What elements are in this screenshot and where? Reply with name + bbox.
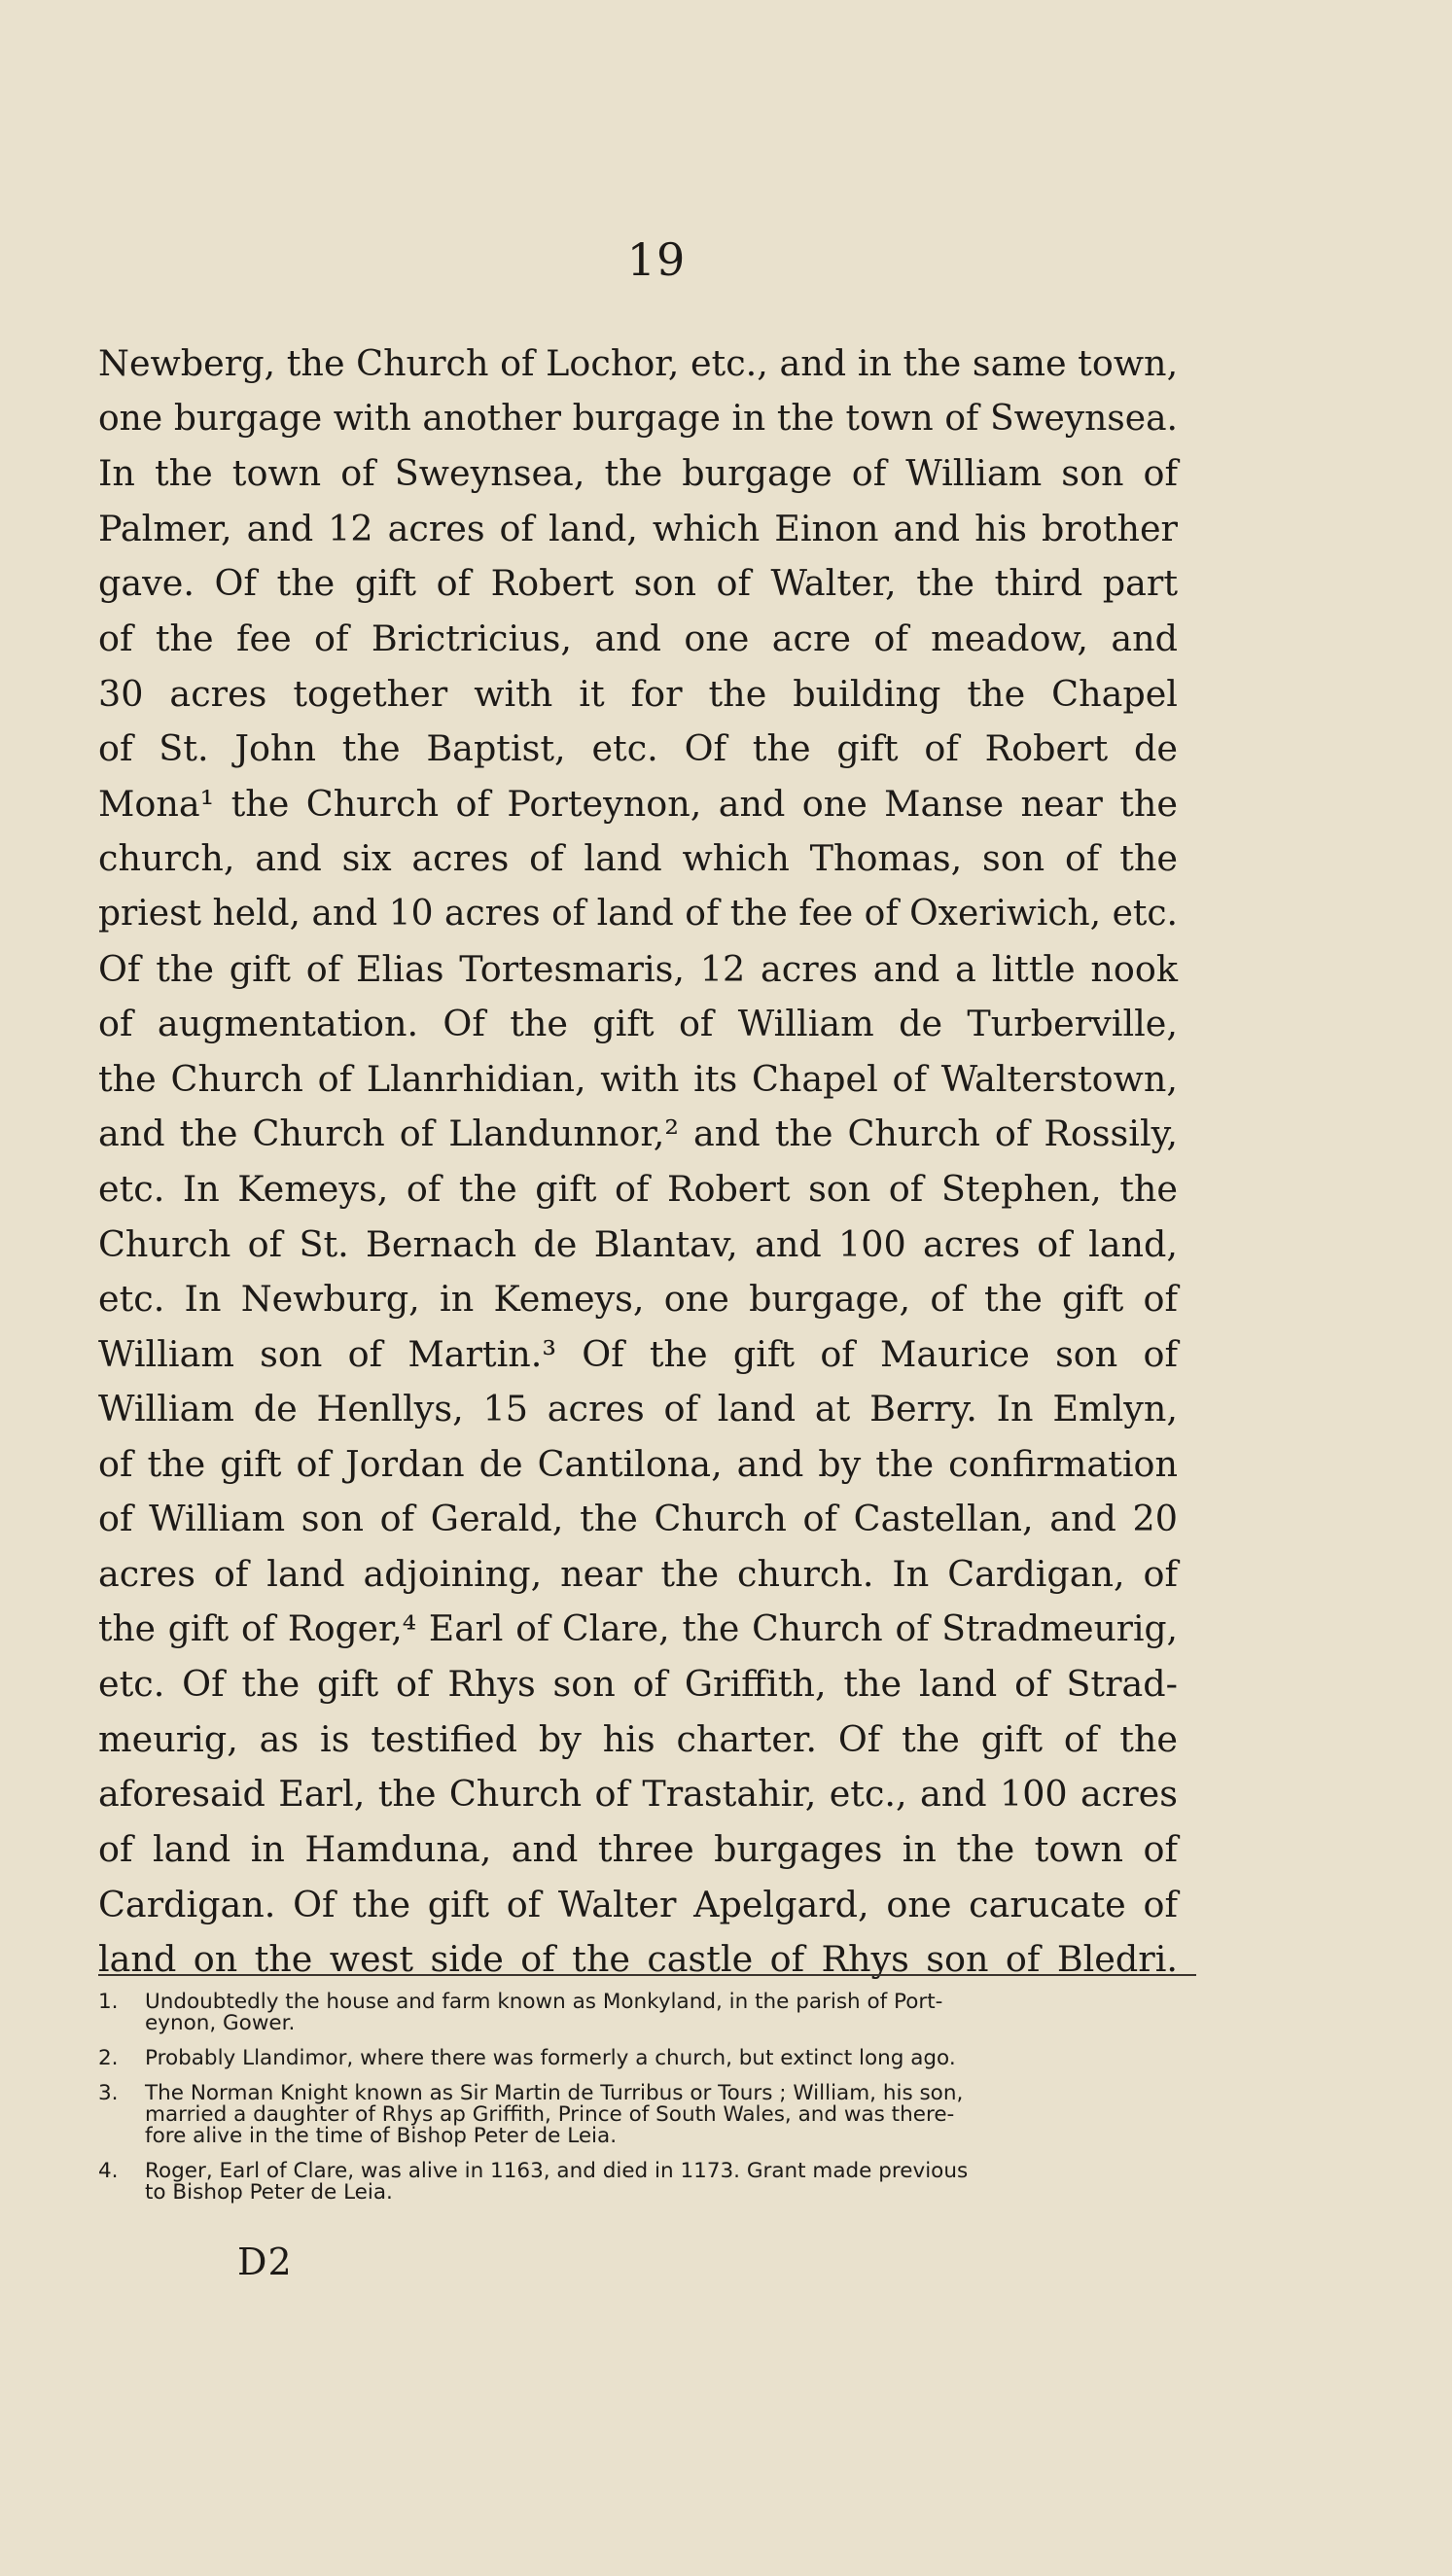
footnotes: [98, 1992, 1196, 2217]
text-line: etc. In Kemeys, of the gift of Robert son of Stephen, the: [98, 1167, 1178, 1210]
footnote-number: 3.: [98, 2081, 119, 2105]
text-line: and the Church of Llandunnor,² and the Church of Rossily,: [98, 1112, 1178, 1155]
text-line: In the town of Sweynsea, the burgage of William son of: [98, 452, 1178, 495]
text-line: of St. John the Baptist, etc. Of the gift of Robert de: [98, 727, 1178, 770]
footnote-text-line: fore alive in the time of Bishop Peter de Leia.: [145, 2124, 618, 2148]
text-line: the Church of Llanrhidian, with its Chapel of Walterstown,: [98, 1057, 1178, 1100]
text-line: Of the gift of Elias Tortesmaris, 12 acres and a little nook: [98, 947, 1178, 990]
text-line: one burgage with another burgage in the town of Sweynsea.: [98, 398, 1178, 439]
footnote-rule: [98, 1974, 1196, 1976]
footnote-number: 2.: [98, 2046, 119, 2070]
text-line: gave. Of the gift of Robert son of Walter, the third part: [98, 562, 1178, 605]
text-line: acres of land adjoining, near the church. In Cardigan, of: [98, 1553, 1178, 1596]
text-line: aforesaid Earl, the Church of Trastahir, etc., and 100 acres: [98, 1773, 1178, 1816]
text-line: etc. Of the gift of Rhys son of Griffith, the land of Strad-: [98, 1663, 1178, 1706]
footnote-text-line: eynon, Gower.: [145, 2011, 296, 2035]
text-line: 30 acres together with it for the building the Chapel: [98, 672, 1178, 715]
text-line: of augmentation. Of the gift of William de Turberville,: [98, 1003, 1178, 1045]
footnote-text-line: Undoubtedly the house and farm known as Monkyland, in the parish of Port-: [145, 1990, 943, 2014]
text-line: William son of Martin.³ Of the gift of Maurice son of: [98, 1332, 1178, 1375]
text-line: Palmer, and 12 acres of land, which Einon and his brother: [98, 507, 1178, 549]
footnote: [98, 2161, 1196, 2204]
footnote-number: 1.: [98, 1990, 119, 2014]
text-line: Cardigan. Of the gift of Walter Apelgard, one carucate of: [98, 1883, 1178, 1925]
text-line: Newberg, the Church of Lochor, etc., and in the same town,: [98, 342, 1179, 384]
footnote-text-line: Roger, Earl of Clare, was alive in 1163, and died in 1173. Grant made previous: [145, 2159, 969, 2183]
text-line: land on the west side of the castle of Rhys son of Bledri.: [98, 1938, 1178, 1981]
text-line: of land in Hamduna, and three burgages in the town of: [98, 1828, 1178, 1871]
footnote-text-line: Probably Llandimor, where there was formerly a church, but extinct long ago.: [145, 2046, 956, 2070]
text-line: church, and six acres of land which Thomas, son of the: [98, 837, 1178, 880]
text-line: meurig, as is testified by his charter. Of the gift of the: [98, 1717, 1178, 1760]
text-line: the gift of Roger,⁴ Earl of Clare, the Church of Stradmeurig,: [98, 1608, 1178, 1649]
footnote: [98, 2083, 1196, 2147]
footnote-text-line: The Norman Knight known as Sir Martin de Turribus or Tours ; William, his son,: [145, 2081, 964, 2105]
footnote-number: 4.: [98, 2159, 119, 2183]
text-line: of the gift of Jordan de Cantilona, and by the confirmation: [98, 1442, 1178, 1485]
text-line: of the fee of Brictricius, and one acre of meadow, and: [98, 617, 1178, 659]
text-line: priest held, and 10 acres of land of the fee of Oxeriwich, etc.: [98, 893, 1178, 934]
text-line: Mona¹ the Church of Porteynon, and one Manse near the: [98, 782, 1178, 825]
footnote-text-line: married a daughter of Rhys ap Griffith, Prince of South Wales, and was there-: [145, 2102, 955, 2127]
page-number: 19: [626, 233, 687, 286]
signature-mark: D2: [237, 2241, 293, 2283]
text-line: Church of St. Bernach de Blantav, and 100 acres of land,: [98, 1222, 1178, 1265]
text-line: William de Henllys, 15 acres of land at Berry. In Emlyn,: [98, 1388, 1178, 1430]
footnote: [98, 1992, 1196, 2034]
text-line: etc. In Newburg, in Kemeys, one burgage, of the gift of: [98, 1278, 1178, 1321]
footnote: [98, 2048, 1196, 2069]
footnote-text-line: to Bishop Peter de Leia.: [145, 2180, 393, 2205]
text-line: of William son of Gerald, the Church of Castellan, and 20: [98, 1498, 1178, 1540]
body-text: [98, 336, 1178, 1988]
